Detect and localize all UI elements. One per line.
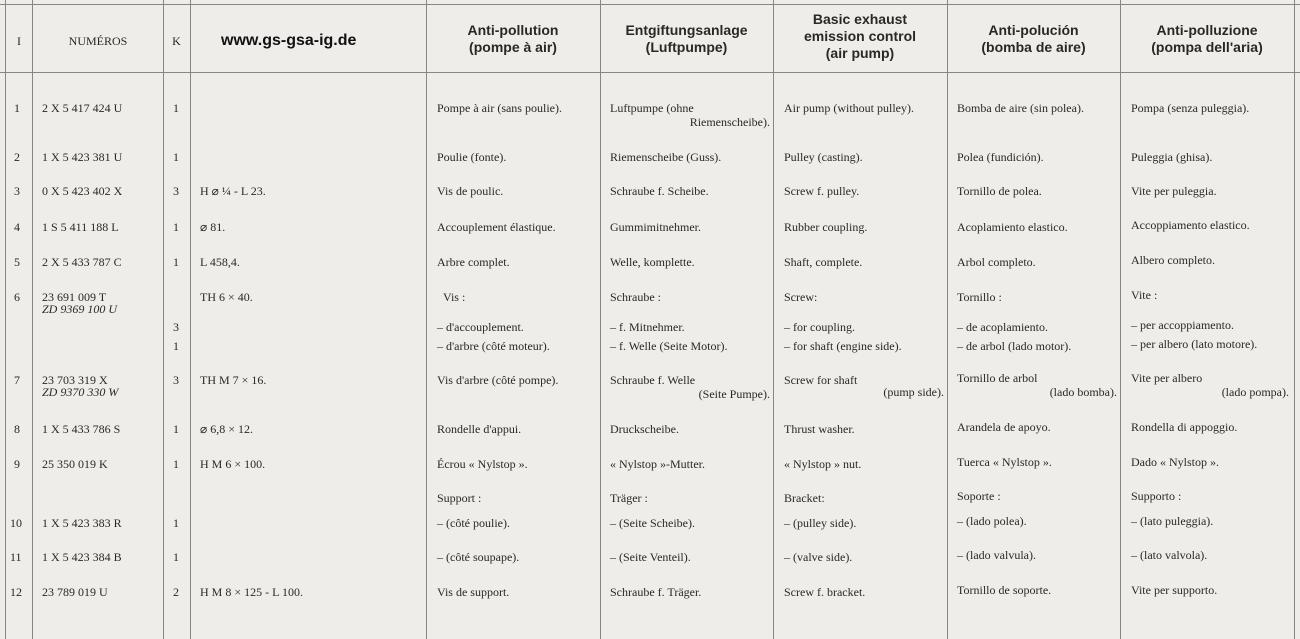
row-3-number: 0 X 5 423 402 X [42, 184, 123, 198]
row-3-dim: H ⌀ ¼ - L 23. [200, 184, 266, 198]
row-12-es: Tornillo de soporte. [957, 583, 1052, 597]
row-1-en: Air pump (without pulley). [784, 101, 914, 115]
row-11-fr: – (côté soupape). [437, 550, 520, 564]
header-french: Anti-pollution (pompe à air) [467, 22, 559, 55]
row-7-number: 23 703 319 X [42, 373, 108, 387]
row-11-en: – (valve side). [784, 550, 853, 564]
row-7-de: Schraube f. Welle [610, 373, 696, 387]
row-6b-fr: – d'arbre (côté moteur). [437, 339, 550, 353]
row-5-number: 2 X 5 433 787 C [42, 255, 122, 269]
row-9-de: « Nylstop »-Mutter. [610, 457, 705, 471]
row-12-de: Schraube f. Träger. [610, 585, 702, 599]
row-1-es: Bomba de aire (sin polea). [957, 101, 1084, 115]
support-heading-es: Soporte : [957, 489, 1001, 503]
row-5-fr: Arbre complet. [437, 255, 510, 269]
row-2-index: 2 [14, 150, 20, 164]
row-6-fr: Vis : [443, 290, 466, 304]
column-divider [32, 0, 33, 639]
row-6-it: Vite : [1131, 288, 1158, 302]
row-6b-es: – de arbol (lado motor). [957, 339, 1072, 353]
header-numeros: NUMÉROS [68, 34, 128, 48]
row-4-index: 4 [14, 220, 20, 234]
row-11-es: – (lado valvula). [957, 548, 1036, 562]
row-9-fr: Écrou « Nylstop ». [437, 457, 528, 471]
row-2-fr: Poulie (fonte). [437, 150, 507, 164]
row-2-es: Polea (fundición). [957, 150, 1044, 164]
support-heading-en: Bracket: [784, 491, 825, 505]
row-7-fr: Vis d'arbre (côté pompe). [437, 373, 559, 387]
row-10-qty: 1 [173, 516, 179, 530]
row-7-es-cont: (lado bomba). [1049, 385, 1117, 399]
row-8-es: Arandela de apoyo. [957, 420, 1051, 434]
row-10-number: 1 X 5 423 383 R [42, 516, 122, 530]
row-7-index: 7 [14, 373, 20, 387]
row-8-index: 8 [14, 422, 20, 436]
column-divider [1120, 0, 1121, 639]
row-5-index: 5 [14, 255, 20, 269]
column-divider [1294, 0, 1295, 639]
support-heading-fr: Support : [437, 491, 482, 505]
header-spanish: Anti-polución (bomba de aire) [981, 22, 1086, 55]
row-6a-en: – for coupling. [784, 320, 855, 334]
row-3-es: Tornillo de polea. [957, 184, 1042, 198]
row-1-fr: Pompe à air (sans poulie). [437, 101, 562, 115]
row-11-number: 1 X 5 423 384 B [42, 550, 122, 564]
column-divider [773, 0, 774, 639]
row-11-it: – (lato valvola). [1131, 548, 1208, 562]
row-7-de-cont: (Seite Pumpe). [698, 387, 770, 401]
row-2-number: 1 X 5 423 381 U [42, 150, 123, 164]
row-4-de: Gummimitnehmer. [610, 220, 701, 234]
row-6b-en: – for shaft (engine side). [784, 339, 902, 353]
row-6b-qty: 1 [173, 339, 179, 353]
column-divider [5, 0, 6, 639]
row-3-qty: 3 [173, 184, 179, 198]
row-8-qty: 1 [173, 422, 179, 436]
row-4-dim: ⌀ 81. [200, 220, 226, 234]
row-8-number: 1 X 5 433 786 S [42, 422, 121, 436]
row-6b-de: – f. Welle (Seite Motor). [610, 339, 728, 353]
column-divider [947, 0, 948, 639]
header-top-rule [0, 4, 1300, 5]
row-3-fr: Vis de poulic. [437, 184, 504, 198]
row-9-dim: H M 6 × 100. [200, 457, 266, 471]
header-bottom-rule [0, 72, 1300, 73]
row-2-de: Riemenscheibe (Guss). [610, 150, 722, 164]
column-divider [163, 0, 164, 639]
row-4-fr: Accouplement élastique. [437, 220, 556, 234]
row-4-it: Accoppiamento elastico. [1131, 218, 1250, 232]
website-watermark: www.gs-gsa-ig.de [221, 32, 357, 49]
row-5-de: Welle, komplette. [610, 255, 695, 269]
row-6a-it: – per accoppiamento. [1131, 318, 1234, 332]
row-6-index: 6 [14, 290, 20, 304]
row-3-index: 3 [14, 184, 20, 198]
row-10-it: – (lato puleggia). [1131, 514, 1214, 528]
row-5-it: Albero completo. [1131, 253, 1215, 267]
row-10-es: – (lado polea). [957, 514, 1027, 528]
row-5-es: Arbol completo. [957, 255, 1036, 269]
header-english: Basic exhaust emission control (air pump) [803, 11, 917, 61]
row-11-qty: 1 [173, 550, 179, 564]
column-divider [600, 0, 601, 639]
row-9-en: « Nylstop » nut. [784, 457, 862, 471]
column-divider [426, 0, 427, 639]
row-6a-de: – f. Mitnehmer. [610, 320, 685, 334]
column-divider [190, 0, 191, 639]
row-6a-es: – de acoplamiento. [957, 320, 1048, 334]
row-12-dim: H M 8 × 125 - L 100. [200, 585, 303, 599]
row-11-index: 11 [10, 550, 22, 564]
row-6b-it: – per albero (lato motore). [1131, 337, 1258, 351]
row-9-index: 9 [14, 457, 20, 471]
row-7-es: Tornillo de arbol [957, 371, 1038, 385]
row-4-en: Rubber coupling. [784, 220, 868, 234]
row-1-de: Luftpumpe (ohne [610, 101, 694, 115]
row-2-en: Pulley (casting). [784, 150, 863, 164]
row-11-de: – (Seite Venteil). [610, 550, 691, 564]
row-4-qty: 1 [173, 220, 179, 234]
row-2-it: Puleggia (ghisa). [1131, 150, 1213, 164]
row-3-en: Screw f. pulley. [784, 184, 860, 198]
row-6-dim: TH 6 × 40. [200, 290, 253, 304]
row-12-en: Screw f. bracket. [784, 585, 866, 599]
row-6-number-alt: ZD 9369 100 U [42, 302, 118, 316]
row-6-en: Screw: [784, 290, 818, 304]
row-9-qty: 1 [173, 457, 179, 471]
row-6a-qty: 3 [173, 320, 179, 334]
row-8-fr: Rondelle d'appui. [437, 422, 522, 436]
row-12-number: 23 789 019 U [42, 585, 108, 599]
row-6-de: Schraube : [610, 290, 661, 304]
support-heading-it: Supporto : [1131, 489, 1182, 503]
row-4-number: 1 S 5 411 188 L [42, 220, 119, 234]
row-5-qty: 1 [173, 255, 179, 269]
row-10-en: – (pulley side). [784, 516, 857, 530]
row-8-de: Druckscheibe. [610, 422, 679, 436]
row-1-qty: 1 [173, 101, 179, 115]
row-12-index: 12 [10, 585, 22, 599]
row-10-index: 10 [10, 516, 22, 530]
row-5-dim: L 458,4. [200, 255, 240, 269]
row-12-it: Vite per supporto. [1131, 583, 1218, 597]
row-1-it: Pompa (senza puleggia). [1131, 101, 1250, 115]
header-italian: Anti-polluzione (pompa dell'aria) [1151, 22, 1263, 55]
row-8-it: Rondella di appoggio. [1131, 420, 1238, 434]
header-k: K [172, 34, 181, 48]
row-6-es: Tornillo : [957, 290, 1002, 304]
row-4-es: Acoplamiento elastico. [957, 220, 1068, 234]
row-10-fr: – (côté poulie). [437, 516, 510, 530]
row-8-en: Thrust washer. [784, 422, 855, 436]
row-7-it: Vite per albero [1131, 371, 1203, 385]
row-6-number: 23 691 009 T [42, 290, 107, 304]
row-7-en: Screw for shaft [784, 373, 858, 387]
row-9-number: 25 350 019 K [42, 457, 108, 471]
row-6a-fr: – d'accouplement. [437, 320, 524, 334]
row-7-dim: TH M 7 × 16. [200, 373, 267, 387]
row-9-es: Tuerca « Nylstop ». [957, 455, 1052, 469]
row-1-de-cont: Riemenscheibe). [689, 115, 770, 129]
header-german: Entgiftungsanlage (Luftpumpe) [625, 22, 748, 55]
header-i: I [17, 34, 21, 48]
row-2-qty: 1 [173, 150, 179, 164]
row-3-it: Vite per puleggia. [1131, 184, 1217, 198]
row-7-it-cont: (lado pompa). [1221, 385, 1289, 399]
row-5-en: Shaft, complete. [784, 255, 863, 269]
row-12-qty: 2 [173, 585, 179, 599]
row-1-index: 1 [14, 101, 20, 115]
row-9-it: Dado « Nylstop ». [1131, 455, 1219, 469]
row-7-qty: 3 [173, 373, 179, 387]
row-10-de: – (Seite Scheibe). [610, 516, 695, 530]
row-3-de: Schraube f. Scheibe. [610, 184, 709, 198]
row-12-fr: Vis de support. [437, 585, 510, 599]
row-1-number: 2 X 5 417 424 U [42, 101, 123, 115]
row-7-en-cont: (pump side). [883, 385, 944, 399]
support-heading-de: Träger : [610, 491, 648, 505]
row-8-dim: ⌀ 6,8 × 12. [200, 422, 253, 436]
row-7-number-alt: ZD 9370 330 W [42, 385, 119, 399]
